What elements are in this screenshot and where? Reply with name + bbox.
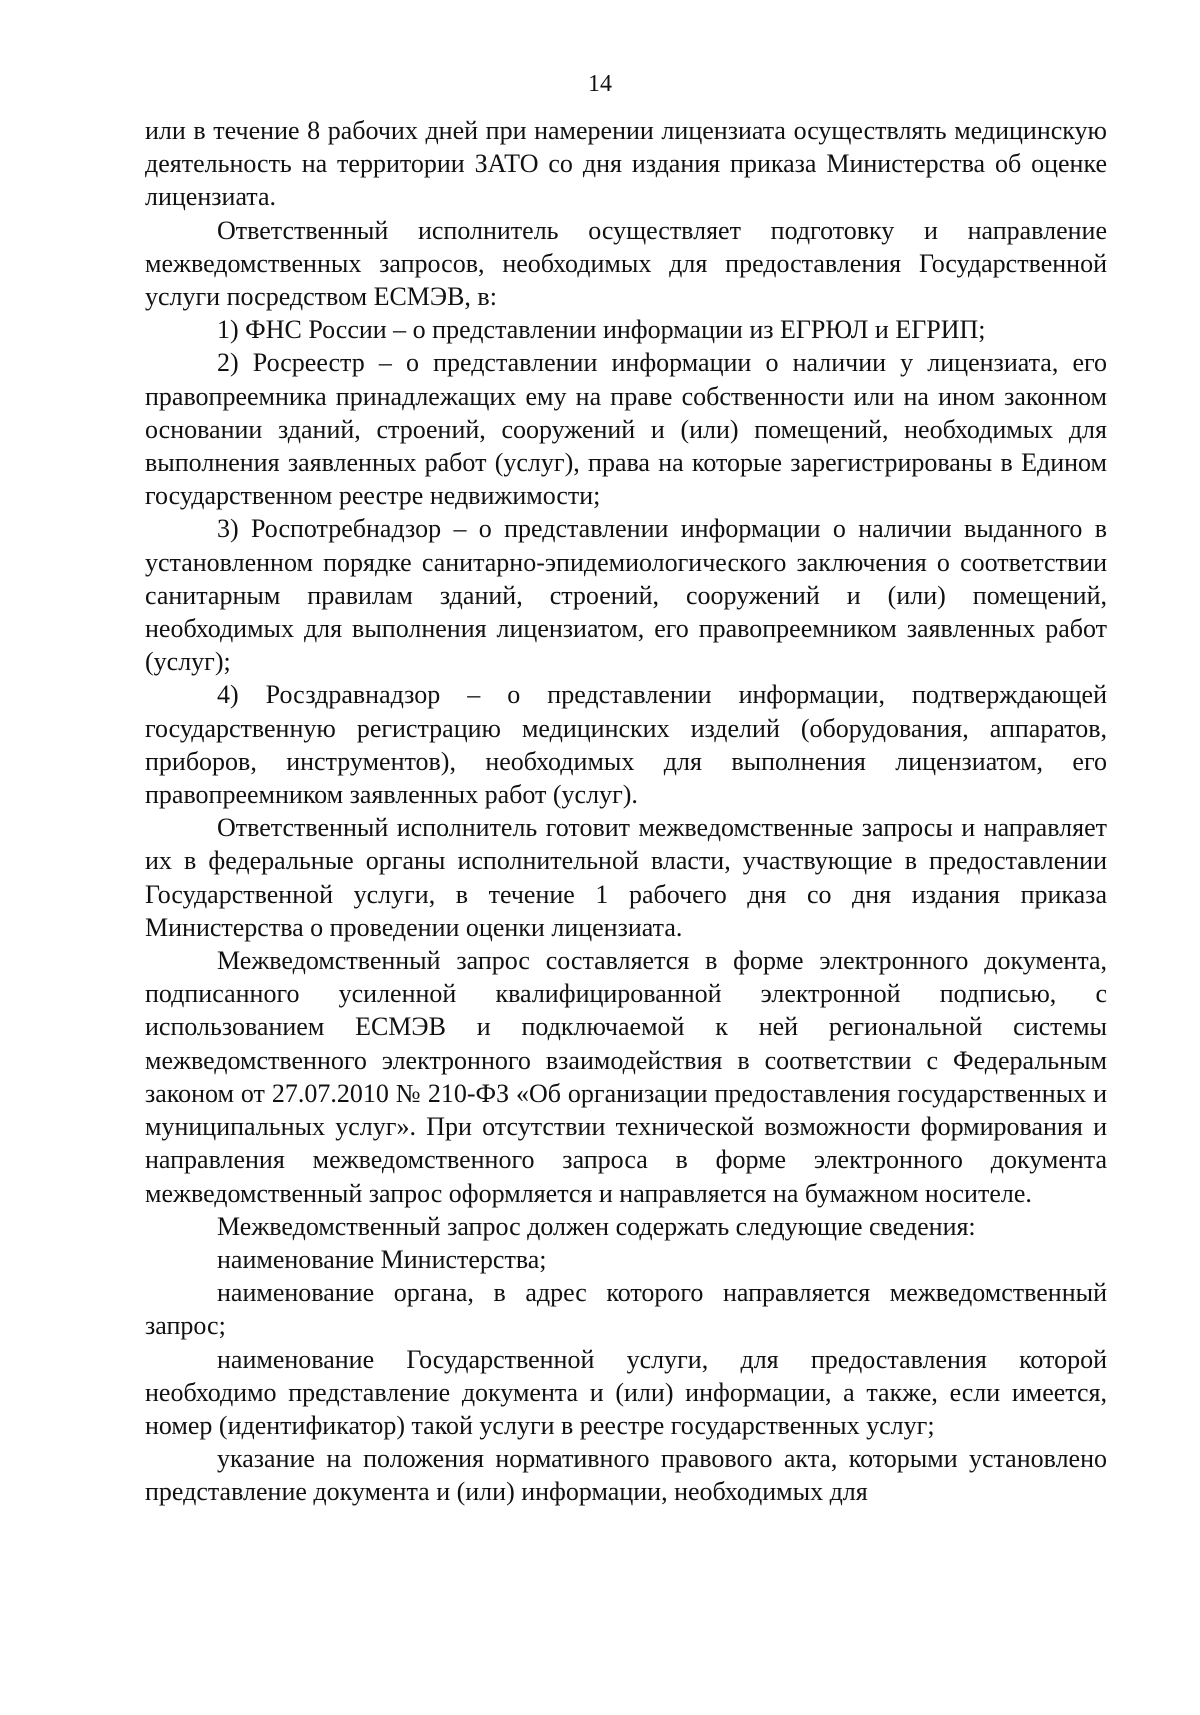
paragraph-continuation: или в течение 8 рабочих дней при намерении лицензиата осуществлять медицинскую деятельность на территории ЗАТО со дня издания приказа Министерства об оценке лицензиата. xyxy=(145,116,1107,212)
list-item-rosreestr: 2) Росреестр – о представлении информации о наличии у лицензиата, его правопреемника принадлежащих ему на праве собственности или на ином законном основании зданий, строений, сооружений и (или) помещений, необходимых для выполнения заявленных работ (услуг), права на которые зарегистрированы в Едином государственном реестре недвижимости; xyxy=(145,348,1107,511)
list-item-service-name: наименование Государственной услуги, для предоставления которой необходимо представление документа и (или) информации, а также, если имеется, номер (идентификатор) такой услуги в реестре государственных услуг; xyxy=(145,1344,1107,1440)
paragraph-interagency-requests-intro: Ответственный исполнитель осуществляет подготовку и направление межведомственных запросов, необходимых для предоставления Государственной услуги посредством ЕСМЭВ, в: xyxy=(145,215,1107,312)
list-item-ministry-name: наименование Министерства; xyxy=(217,1244,547,1274)
list-item-recipient-name: наименование органа, в адрес которого направляется межведомственный запрос; xyxy=(145,1278,1107,1341)
paragraph-request-preparation: Ответственный исполнитель готовит межведомственные запросы и направляет их в федеральные органы исполнительной власти, участвующие в предоставлении Государственной услуги, в течение 1 рабочего дня со дня издания приказа Министерства о проведении оценки лицензиата. xyxy=(145,813,1107,942)
page-number: 14 xyxy=(588,71,612,97)
list-item-fns: 1) ФНС России – о представлении информации из ЕГРЮЛ и ЕГРИП; xyxy=(217,315,986,345)
list-item-roszdravnadzor: 4) Росздравнадзор – о представлении информации, подтверждающей государственную регистрацию медицинских изделий (оборудования, аппаратов, приборов, инструментов), необходимых для выполнения лицензиатом, его правопреемником заявленных работ (услуг). xyxy=(145,680,1107,810)
document-body xyxy=(145,114,1107,1509)
list-item-legal-act-reference: указание на положения нормативного правового акта, которыми установлено представление документа и (или) информации, необходимых для xyxy=(145,1444,1107,1507)
list-item-rospotrebnadzor: 3) Роспотребнадзор – о представлении информации о наличии выданного в установленном порядке санитарно-эпидемиологического заключения о соответствии санитарным правилам зданий, строений, сооружений и (или) помещений, необходимых для выполнения лицензиатом, его правопреемником заявленных работ (услуг); xyxy=(145,514,1107,677)
paragraph-request-format: Межведомственный запрос составляется в форме электронного документа, подписанного усиленной квалифицированной электронной подписью, с использованием ЕСМЭВ и подключаемой к ней региональной системы межведомственного электронного взаимодействия в соответствии с Федеральным законом от 27.07.2010 № 210-ФЗ «Об организации предоставления государственных и муниципальных услуг». При отсутствии технической возможности формирования и направления межведомственного запроса в форме электронного документа межведомственный запрос оформляется и направляется на бумажном носителе. xyxy=(145,946,1107,1208)
paragraph-request-contents-intro: Межведомственный запрос должен содержать следующие сведения: xyxy=(217,1211,976,1241)
